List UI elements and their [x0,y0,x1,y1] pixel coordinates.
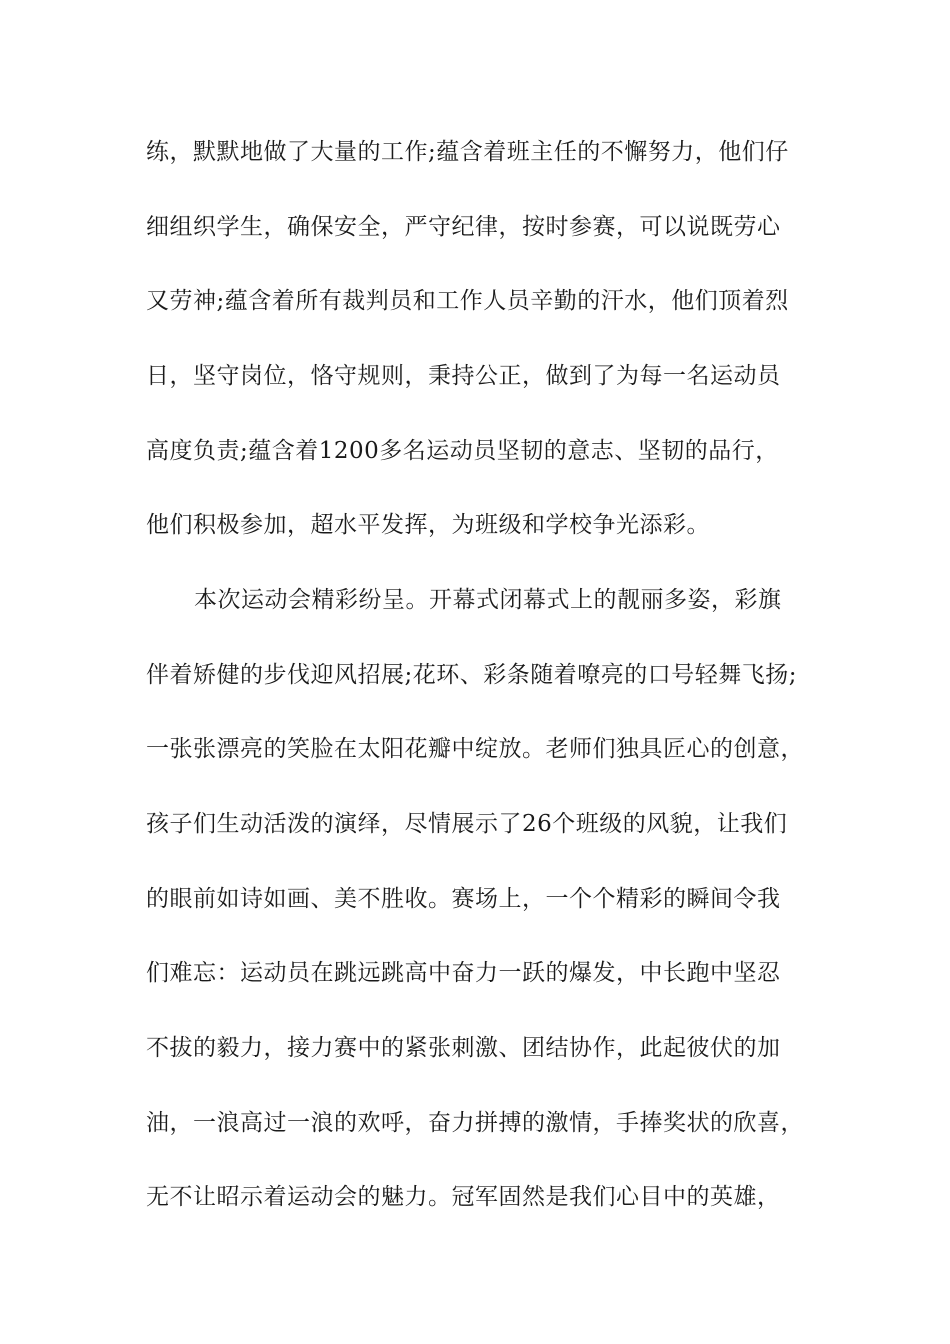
text-line: 又劳神;蕴含着所有裁判员和工作人员辛勤的汗水，他们顶着烈 [146,288,789,314]
text-line: 的眼前如诗如画、美不胜收。赛场上，一个个精彩的瞬间令我 [146,886,781,912]
paragraph-first-line: 本次运动会精彩纷呈。开幕式闭幕式上的靓丽多姿，彩旗 [194,587,782,613]
text-line: 一张张漂亮的笑脸在太阳花瓣中绽放。老师们独具匠心的创意， [146,736,804,762]
text-line: 孩子们生动活泼的演绎，尽情展示了26个班级的风貌，让我们 [146,811,788,837]
text-line: 日，坚守岗位，恪守规则，秉持公正，做到了为每一名运动员 [146,363,781,389]
text-line: 伴着矫健的步伐迎风招展;花环、彩条随着嘹亮的口号轻舞飞扬; [146,662,797,688]
text-line: 细组织学生，确保安全，严守纪律，按时参赛，可以说既劳心 [146,214,781,240]
text-line: 高度负责;蕴含着1200多名运动员坚韧的意志、坚韧的品行， [146,438,779,464]
text-line: 们难忘：运动员在跳远跳高中奋力一跃的爆发，中长跑中坚忍 [146,960,781,986]
text-line: 不拔的毅力，接力赛中的紧张刺激、团结协作，此起彼伏的加 [146,1035,781,1061]
text-line: 练，默默地做了大量的工作;蕴含着班主任的不懈努力，他们仔 [146,139,789,165]
text-line: 油，一浪高过一浪的欢呼，奋力拼搏的激情，手捧奖状的欣喜， [146,1110,804,1136]
text-line: 无不让昭示着运动会的魅力。冠军固然是我们心目中的英雄， [146,1184,781,1210]
text-line: 他们积极参加，超水平发挥，为班级和学校争光添彩。 [146,512,710,538]
